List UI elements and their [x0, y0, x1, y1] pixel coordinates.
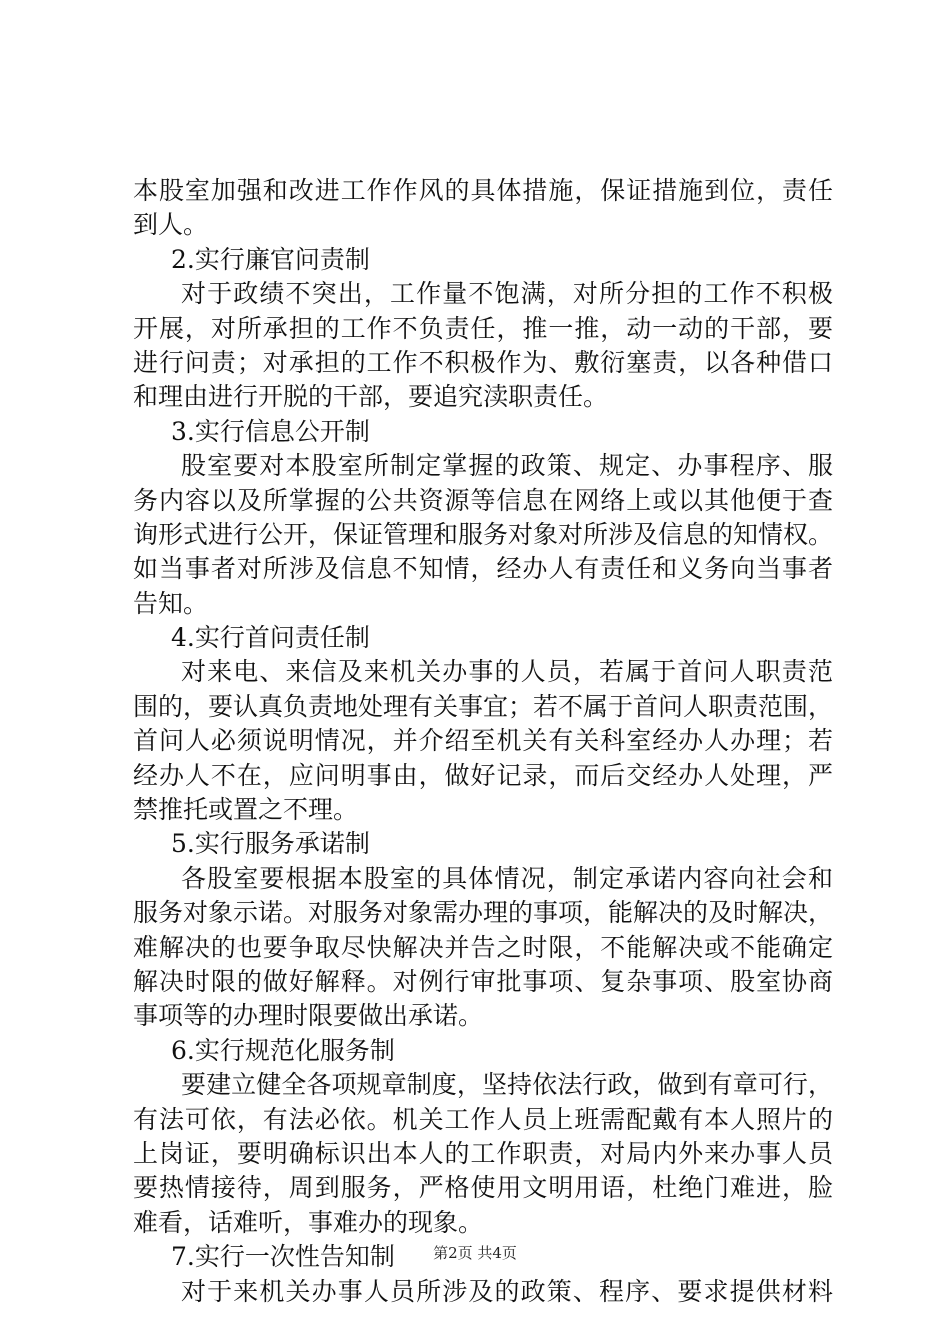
section-heading: 4.实行首问责任制 — [171, 623, 370, 653]
paragraph-line: 如当事者对所涉及信息不知情，经办人有责任和义务向当事者 — [133, 554, 833, 584]
paragraph-line: 首问人必须说明情况，并介绍至机关有关科室经办人办理；若 — [133, 726, 833, 756]
paragraph-line: 服务对象示诺。对服务对象需办理的事项，能解决的及时解决， — [133, 898, 834, 928]
paragraph-line: 和理由进行开脱的干部，要追究渎职责任。 — [133, 382, 609, 412]
paragraph-line: 有法可依，有法必依。机关工作人员上班需配戴有本人照片的 — [133, 1104, 833, 1134]
paragraph-line: 难看，话难听，事难办的现象。 — [133, 1207, 484, 1237]
paragraph-line: 要热情接待，周到服务，严格使用文明用语，杜绝门难进，脸 — [133, 1173, 833, 1203]
page-footer: 第2页 共4页 — [433, 1244, 517, 1262]
paragraph-line: 进行问责；对承担的工作不积极作为、敷衍塞责，以各种借口 — [133, 347, 833, 377]
paragraph-line: 对来电、来信及来机关办事的人员，若属于首问人职责范 — [181, 657, 833, 687]
paragraph-line: 围的，要认真负责地处理有关事宜；若不属于首问人职责范围， — [133, 691, 834, 721]
paragraph-line: 要建立健全各项规章制度，坚持依法行政，做到有章可行， — [181, 1070, 833, 1100]
paragraph-line: 对于来机关办事人员所涉及的政策、程序、要求提供材料 — [181, 1276, 833, 1306]
paragraph-line: 对于政绩不突出，工作量不饱满，对所分担的工作不积极 — [181, 279, 833, 309]
section-heading: 6.实行规范化服务制 — [171, 1035, 395, 1065]
paragraph-line: 务内容以及所掌握的公共资源等信息在网络上或以其他便于查 — [133, 485, 833, 515]
paragraph-line: 事项等的办理时限要做出承诺。 — [133, 1001, 484, 1031]
paragraph-line: 解决时限的做好解释。对例行审批事项、复杂事项、股室协商 — [133, 966, 833, 996]
paragraph-line: 各股室要根据本股室的具体情况，制定承诺内容向社会和 — [181, 863, 833, 893]
paragraph-line: 禁推托或置之不理。 — [133, 795, 359, 825]
paragraph-line: 经办人不在，应问明事由，做好记录，而后交经办人处理，严 — [133, 760, 833, 790]
section-heading: 2.实行廉官问责制 — [171, 244, 370, 274]
document-body — [133, 174, 833, 1309]
paragraph-line: 到人。 — [133, 210, 209, 240]
paragraph-line: 询形式进行公开，保证管理和服务对象对所涉及信息的知情权。 — [133, 519, 834, 549]
section-heading: 7.实行一次性告知制 — [171, 1242, 395, 1272]
section-heading: 3.实行信息公开制 — [171, 416, 370, 446]
paragraph-line: 本股室加强和改进工作作风的具体措施，保证措施到位，责任 — [133, 176, 833, 205]
paragraph-line: 告知。 — [133, 588, 209, 618]
paragraph-line: 开展，对所承担的工作不负责任，推一推，动一动的干部，要 — [133, 313, 833, 343]
section-heading: 5.实行服务承诺制 — [171, 829, 370, 859]
paragraph-line: 上岗证，要明确标识出本人的工作职责，对局内外来办事人员 — [133, 1138, 833, 1168]
paragraph-line: 难解决的也要争取尽快解决并告之时限，不能解决或不能确定 — [133, 932, 833, 962]
paragraph-line: 股室要对本股室所制定掌握的政策、规定、办事程序、服 — [181, 451, 833, 481]
